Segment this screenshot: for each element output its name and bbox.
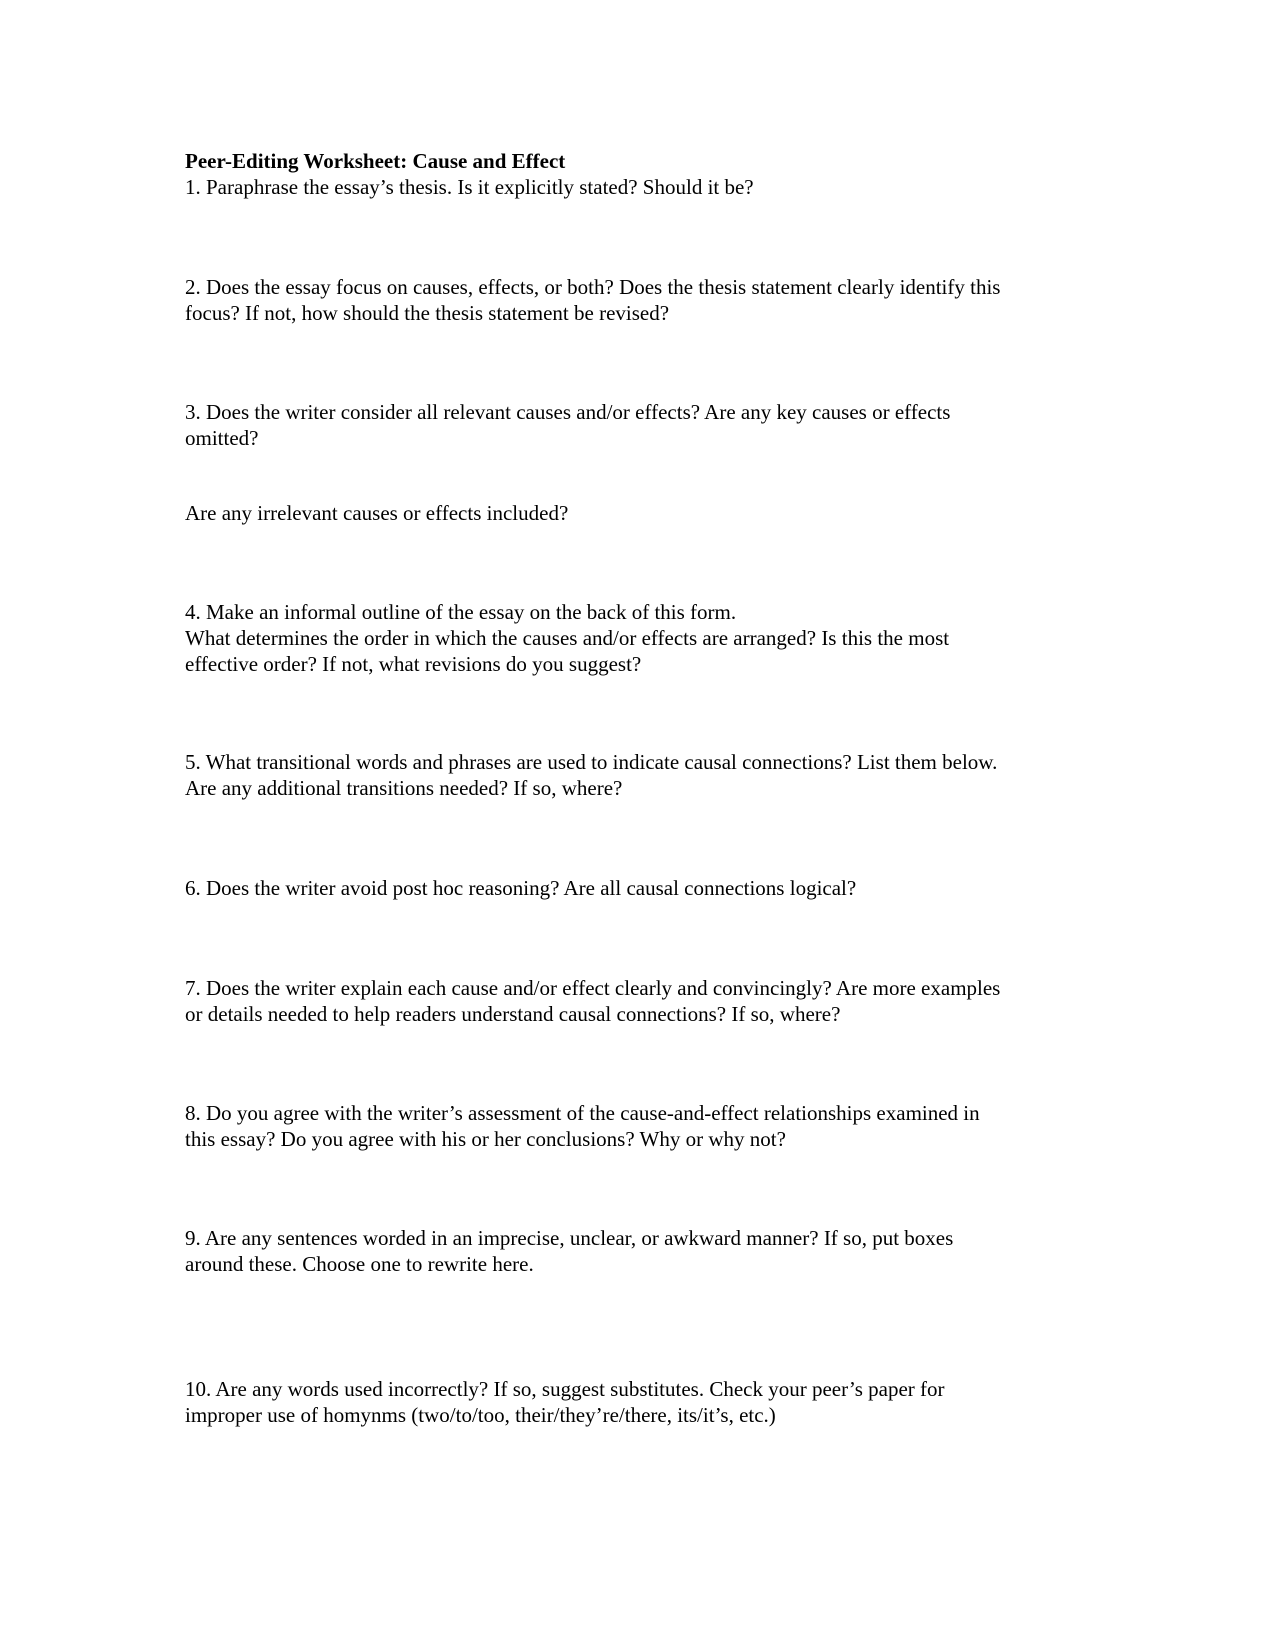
question-line: improper use of homynms (two/to/too, their/they’re/there, its/it’s, etc.)	[185, 1403, 776, 1427]
question-line: focus? If not, how should the thesis statement be revised?	[185, 301, 670, 325]
worksheet-title: Peer-Editing Worksheet: Cause and Effect	[185, 149, 566, 173]
question-line: this essay? Do you agree with his or her conclusions? Why or why not?	[185, 1127, 786, 1151]
question-3-followup	[185, 500, 1085, 526]
question-1	[185, 174, 1085, 200]
question-7	[185, 975, 1085, 1027]
question-line: 9. Are any sentences worded in an imprecise, unclear, or awkward manner? If so, put boxes	[185, 1226, 954, 1250]
question-line: omitted?	[185, 426, 259, 450]
question-line: around these. Choose one to rewrite here.	[185, 1252, 534, 1276]
question-line: 8. Do you agree with the writer’s assessment of the cause-and-effect relationships examined in	[185, 1101, 980, 1125]
question-line: or details needed to help readers understand causal connections? If so, where?	[185, 1002, 841, 1026]
question-line: 5. What transitional words and phrases are used to indicate causal connections? List them below.	[185, 750, 998, 774]
question-8	[185, 1100, 1085, 1152]
question-line: 6. Does the writer avoid post hoc reasoning? Are all causal connections logical?	[185, 876, 857, 900]
question-9	[185, 1225, 1085, 1277]
question-line: Are any irrelevant causes or effects included?	[185, 501, 569, 525]
question-3	[185, 399, 1085, 451]
question-line: 3. Does the writer consider all relevant causes and/or effects? Are any key causes or effects	[185, 400, 951, 424]
question-4	[185, 599, 1085, 677]
question-10	[185, 1376, 1085, 1428]
question-line: 10. Are any words used incorrectly? If so, suggest substitutes. Check your peer’s paper for	[185, 1377, 945, 1401]
question-line: 7. Does the writer explain each cause and/or effect clearly and convincingly? Are more examples	[185, 976, 1001, 1000]
question-line: 1. Paraphrase the essay’s thesis. Is it explicitly stated? Should it be?	[185, 175, 754, 199]
question-6	[185, 875, 1085, 901]
question-line: Are any additional transitions needed? If so, where?	[185, 776, 623, 800]
question-line: effective order? If not, what revisions do you suggest?	[185, 652, 642, 676]
question-2	[185, 274, 1085, 326]
question-5	[185, 749, 1085, 801]
question-line: What determines the order in which the causes and/or effects are arranged? Is this the most	[185, 626, 950, 650]
question-line: 4. Make an informal outline of the essay on the back of this form.	[185, 600, 737, 624]
question-line: 2. Does the essay focus on causes, effects, or both? Does the thesis statement clearly identify this	[185, 275, 1001, 299]
